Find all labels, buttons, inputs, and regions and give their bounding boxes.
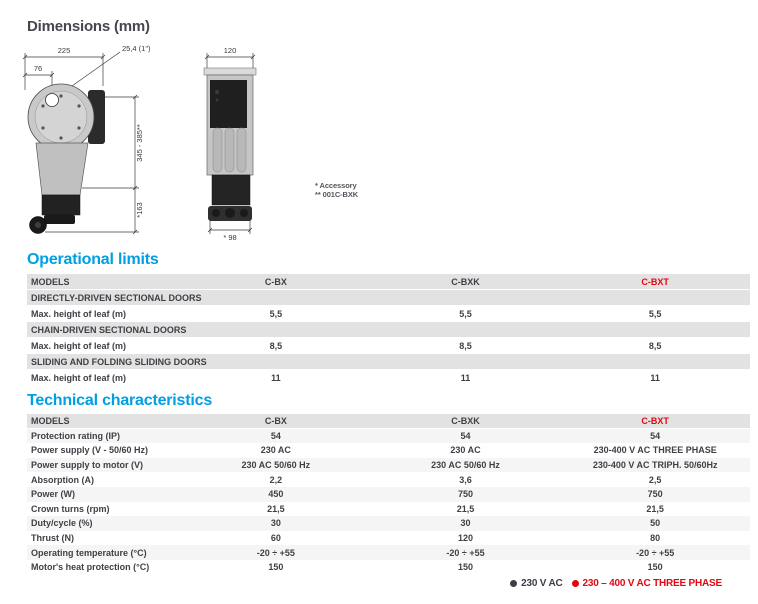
section-header-label: DIRECTLY-DRIVEN SECTIONAL DOORS — [31, 292, 202, 303]
row-label: Absorption (A) — [31, 474, 94, 485]
models-header-row — [27, 274, 750, 290]
table-row — [27, 502, 750, 517]
model-column-c-bxt: C-BXT — [641, 276, 669, 287]
technical-characteristics-table — [27, 414, 750, 575]
model-column-c-bxk: C-BXK — [451, 415, 480, 426]
row-value: 50 — [650, 518, 661, 529]
row-value: 230 AC 50/60 Hz — [241, 460, 311, 471]
table-row — [27, 458, 750, 473]
row-value: 8,5 — [269, 341, 283, 351]
row-value: 5,5 — [648, 309, 662, 319]
row-value: -20 ÷ +55 — [256, 547, 295, 558]
row-value: 3,6 — [459, 474, 472, 485]
row-value: 60 — [270, 533, 281, 544]
table-row — [27, 306, 750, 322]
dim-label-98: * 98 — [223, 233, 237, 242]
row-value: 120 — [457, 533, 474, 544]
note-accessory: * Accessory — [315, 181, 357, 190]
row-value: -20 ÷ +55 — [446, 547, 485, 558]
row-label: Power supply (V - 50/60 Hz) — [31, 445, 149, 456]
row-value: 54 — [460, 430, 471, 441]
row-label: Max. height of leaf (m) — [31, 373, 127, 383]
dim-label-shaft: 25,4 (1") — [122, 44, 151, 53]
row-label: Max. height of leaf (m) — [31, 341, 127, 351]
row-value: 11 — [271, 373, 281, 383]
section-header-row — [27, 322, 750, 338]
section-header-label: SLIDING AND FOLDING SLIDING DOORS — [31, 356, 207, 367]
row-value: 450 — [268, 489, 284, 500]
table-row — [27, 472, 750, 487]
model-column-c-bxt: C-BXT — [641, 415, 669, 426]
row-label: Max. height of leaf (m) — [31, 309, 127, 319]
technical-characteristics-title: Technical characteristics — [27, 392, 213, 409]
models-header-label: MODELS — [31, 276, 70, 287]
dimensions-drawing — [20, 40, 400, 245]
gearmotor-drawings — [20, 40, 400, 245]
section-header-label: CHAIN-DRIVEN SECTIONAL DOORS — [31, 324, 187, 335]
row-label: Operating temperature (°C) — [31, 547, 147, 558]
table-row — [27, 370, 750, 386]
table-row — [27, 487, 750, 502]
operational-limits-title: Operational limits — [27, 251, 159, 268]
row-value: 11 — [650, 373, 660, 383]
row-value: 230-400 V AC THREE PHASE — [593, 445, 717, 456]
page-title: Dimensions (mm) — [27, 18, 150, 35]
row-value: 150 — [647, 562, 663, 573]
row-value: 21,5 — [646, 503, 664, 514]
table-row — [27, 443, 750, 458]
row-value: 230 AC — [260, 445, 291, 456]
row-value: 54 — [270, 430, 281, 441]
model-column-c-bx: C-BX — [264, 276, 287, 287]
row-value: 21,5 — [456, 503, 475, 514]
row-label: Power (W) — [31, 489, 75, 500]
row-label: Thrust (N) — [31, 533, 74, 544]
legend-bullet-icon — [572, 580, 579, 587]
row-value: 2,5 — [648, 474, 662, 485]
row-value: 21,5 — [267, 503, 285, 514]
table-row — [27, 531, 750, 546]
table-row — [27, 429, 750, 444]
legend-item — [510, 578, 562, 589]
table-row — [27, 545, 750, 560]
row-value: 80 — [650, 533, 661, 544]
row-label: Crown turns (rpm) — [31, 503, 110, 514]
table-row — [27, 516, 750, 531]
dim-label-225: 225 — [57, 46, 71, 55]
model-column-c-bxk: C-BXK — [451, 276, 480, 287]
power-supply-legend — [510, 578, 722, 589]
drawing-notes — [315, 181, 358, 199]
row-value: 230-400 V AC TRIPH. 50/60Hz — [592, 460, 718, 471]
table-row — [27, 338, 750, 354]
note-model-kit: ** 001C-BXK — [315, 190, 359, 199]
row-value: 750 — [647, 489, 663, 500]
row-label: Motor's heat protection (°C) — [31, 562, 150, 573]
row-value: 230 AC — [450, 445, 481, 456]
dim-label-163: *163 — [135, 202, 144, 218]
legend-item — [572, 578, 723, 589]
models-header-label: MODELS — [31, 415, 70, 426]
models-header-row — [27, 414, 750, 429]
legend-bullet-icon — [510, 580, 517, 587]
control-panel — [210, 80, 247, 128]
row-value: 150 — [268, 562, 284, 573]
shaft-hole — [46, 94, 59, 107]
dim-label-120: 120 — [223, 46, 237, 55]
legend-label: 230 – 400 V AC THREE PHASE — [582, 578, 722, 589]
front-view-body — [204, 68, 256, 221]
row-value: -20 ÷ +55 — [636, 547, 675, 558]
operational-limits-table — [27, 274, 750, 386]
row-value: 5,5 — [459, 309, 472, 319]
row-value: 2,2 — [269, 474, 283, 485]
section-header-row — [27, 354, 750, 370]
dim-label-345-385: 345 - 385** — [135, 124, 144, 162]
row-value: 11 — [460, 373, 471, 383]
row-value: 8,5 — [648, 341, 662, 351]
row-value: 8,5 — [459, 341, 472, 351]
row-value: 5,5 — [269, 309, 283, 319]
row-value: 54 — [650, 430, 661, 441]
row-value: 150 — [457, 562, 474, 573]
row-value: 30 — [460, 518, 471, 529]
row-label: Power supply to motor (V) — [31, 460, 144, 471]
legend-label: 230 V AC — [521, 578, 563, 589]
row-value: 30 — [270, 518, 281, 529]
dim-label-76: 76 — [33, 64, 43, 73]
side-view-body — [28, 84, 105, 234]
model-column-c-bx: C-BX — [264, 415, 287, 426]
row-label: Duty/cycle (%) — [31, 518, 93, 529]
row-label: Protection rating (IP) — [31, 430, 121, 441]
table-row — [27, 560, 750, 575]
row-value: 750 — [457, 489, 474, 500]
row-value: 230 AC 50/60 Hz — [431, 460, 500, 471]
section-header-row — [27, 290, 750, 306]
